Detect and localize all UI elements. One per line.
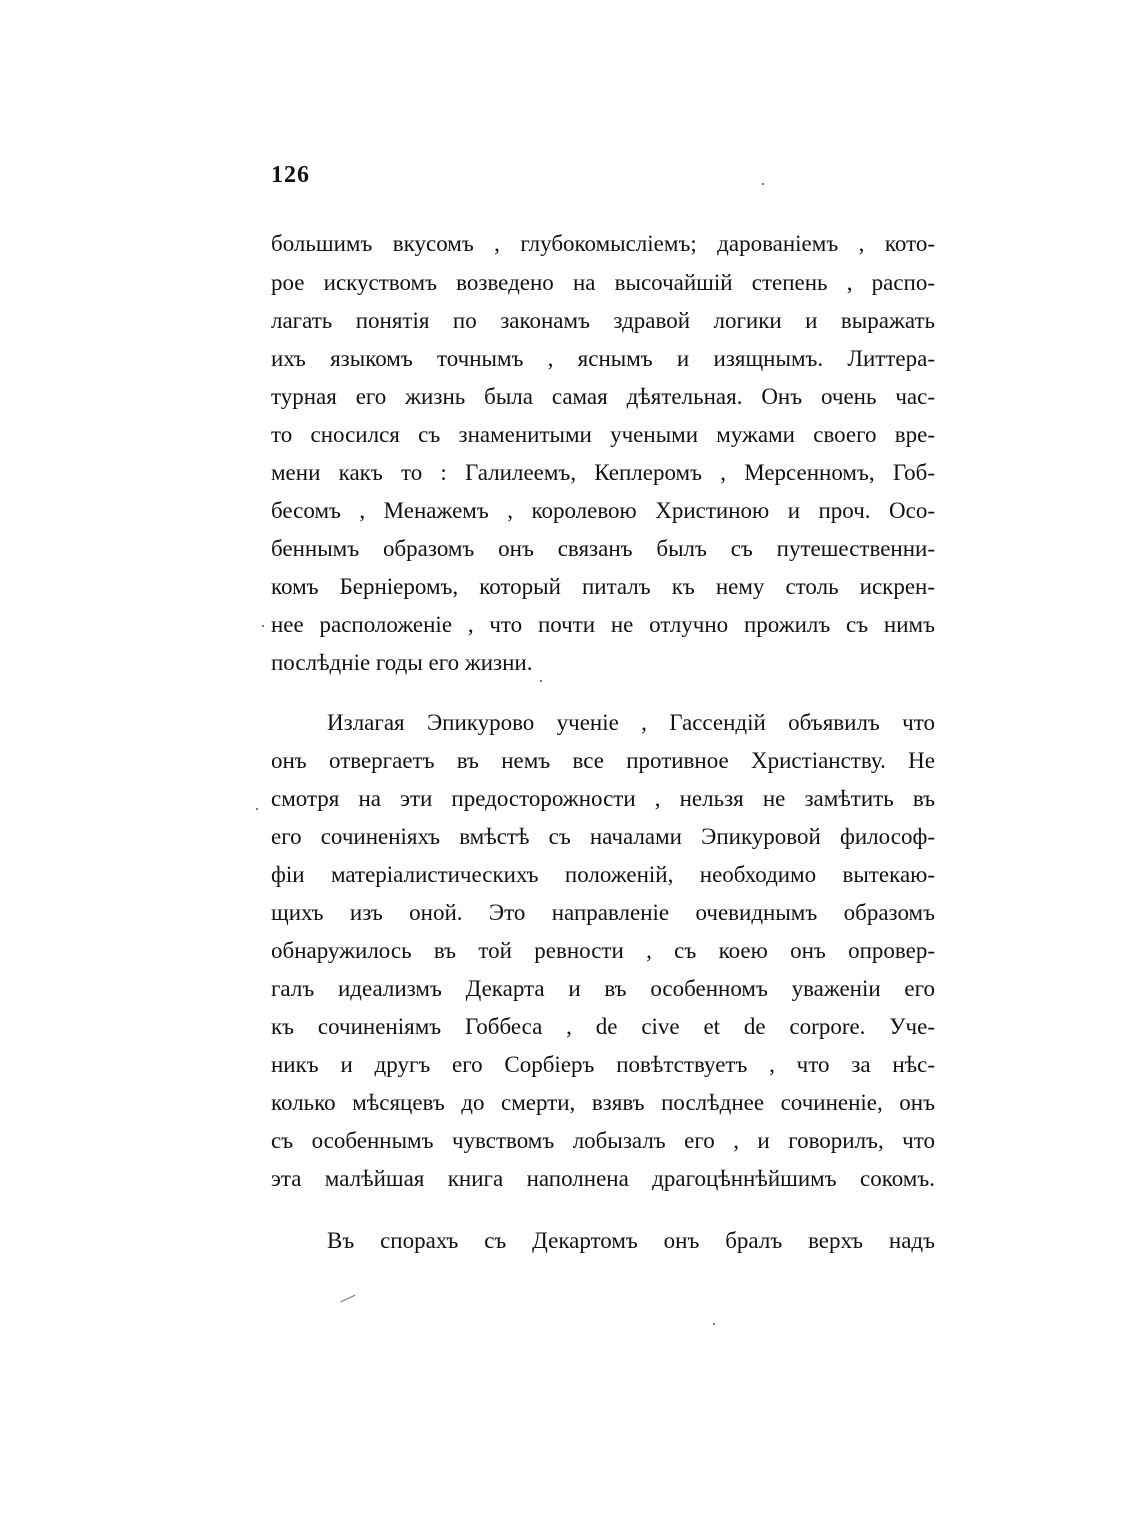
- text-line: колько мѣсяцевъ до смерти, взявъ послѣднее сочиненіе, онъ: [271, 1090, 935, 1115]
- scan-speck: [713, 1323, 715, 1325]
- scan-speck: [762, 183, 764, 185]
- text-line: то сносился съ знаменитыми учеными мужами своего вре-: [271, 422, 935, 447]
- text-line: съ особеннымъ чувствомъ лобызалъ его , и говорилъ, что: [271, 1128, 935, 1153]
- text-line: ихъ языкомъ точнымъ , яснымъ и изящнымъ. Литтера-: [271, 346, 935, 371]
- text-line: турная его жизнь была самая дѣятельная. Онъ очень час-: [271, 384, 935, 409]
- text-line: обнаружилось въ той ревности , съ коею онъ опровер-: [271, 938, 935, 963]
- text-line: онъ отвергаетъ въ немъ все противное Христіанству. Не: [271, 748, 935, 773]
- text-line: Въ спорахъ съ Декартомъ онъ бралъ верхъ надъ: [327, 1228, 935, 1253]
- text-line: нее расположеніе , что почти не отлучно прожилъ съ нимъ: [271, 612, 935, 637]
- text-line: Излагая Эпикурово ученіе , Гассендій объявилъ что: [327, 710, 935, 735]
- text-line: комъ Берніеромъ, который питалъ къ нему столь искрен-: [271, 574, 935, 599]
- text-line: его сочиненіяхъ вмѣстѣ съ началами Эпикуровой философ-: [271, 824, 935, 849]
- scan-speck: [540, 680, 542, 682]
- scan-speck: [262, 625, 264, 627]
- text-line: послѣдніе годы его жизни.: [271, 650, 533, 675]
- text-line: галъ идеализмъ Декарта и въ особенномъ уваженіи его: [271, 976, 935, 1001]
- text-line: никъ и другъ его Сорбіеръ повѣтствуетъ , что за нѣс-: [271, 1052, 935, 1077]
- text-line: мени какъ то : Галилеемъ, Кеплеромъ , Мерсенномъ, Гоб-: [271, 460, 935, 485]
- text-line: фіи матеріалистическихъ положеній, необходимо вытекаю-: [271, 862, 935, 887]
- text-line: эта малѣйшая книга наполнена драгоцѣннѣйшимъ сокомъ.: [271, 1166, 935, 1191]
- scan-speck: [256, 808, 258, 810]
- text-line: беннымъ образомъ онъ связанъ былъ съ путешественни-: [271, 536, 935, 561]
- text-line: рое искуствомъ возведено на высочайшій степень , распо-: [271, 270, 935, 295]
- scan-speck: [341, 1295, 356, 1303]
- text-line: бесомъ , Менажемъ , королевою Христиною и проч. Осо-: [271, 498, 935, 523]
- page-number: 126: [271, 162, 310, 188]
- text-line: щихъ изъ оной. Это направленіе очевиднымъ образомъ: [271, 900, 935, 925]
- text-line: большимъ вкусомъ , глубокомысліемъ; дарованіемъ , кото-: [271, 231, 935, 256]
- text-line: смотря на эти предосторожности , нельзя не замѣтить въ: [271, 786, 935, 811]
- text-line: лагать понятія по законамъ здравой логики и выражать: [271, 308, 935, 333]
- text-line: къ сочиненіямъ Гоббеса , de cive et de corpore. Уче-: [271, 1014, 935, 1039]
